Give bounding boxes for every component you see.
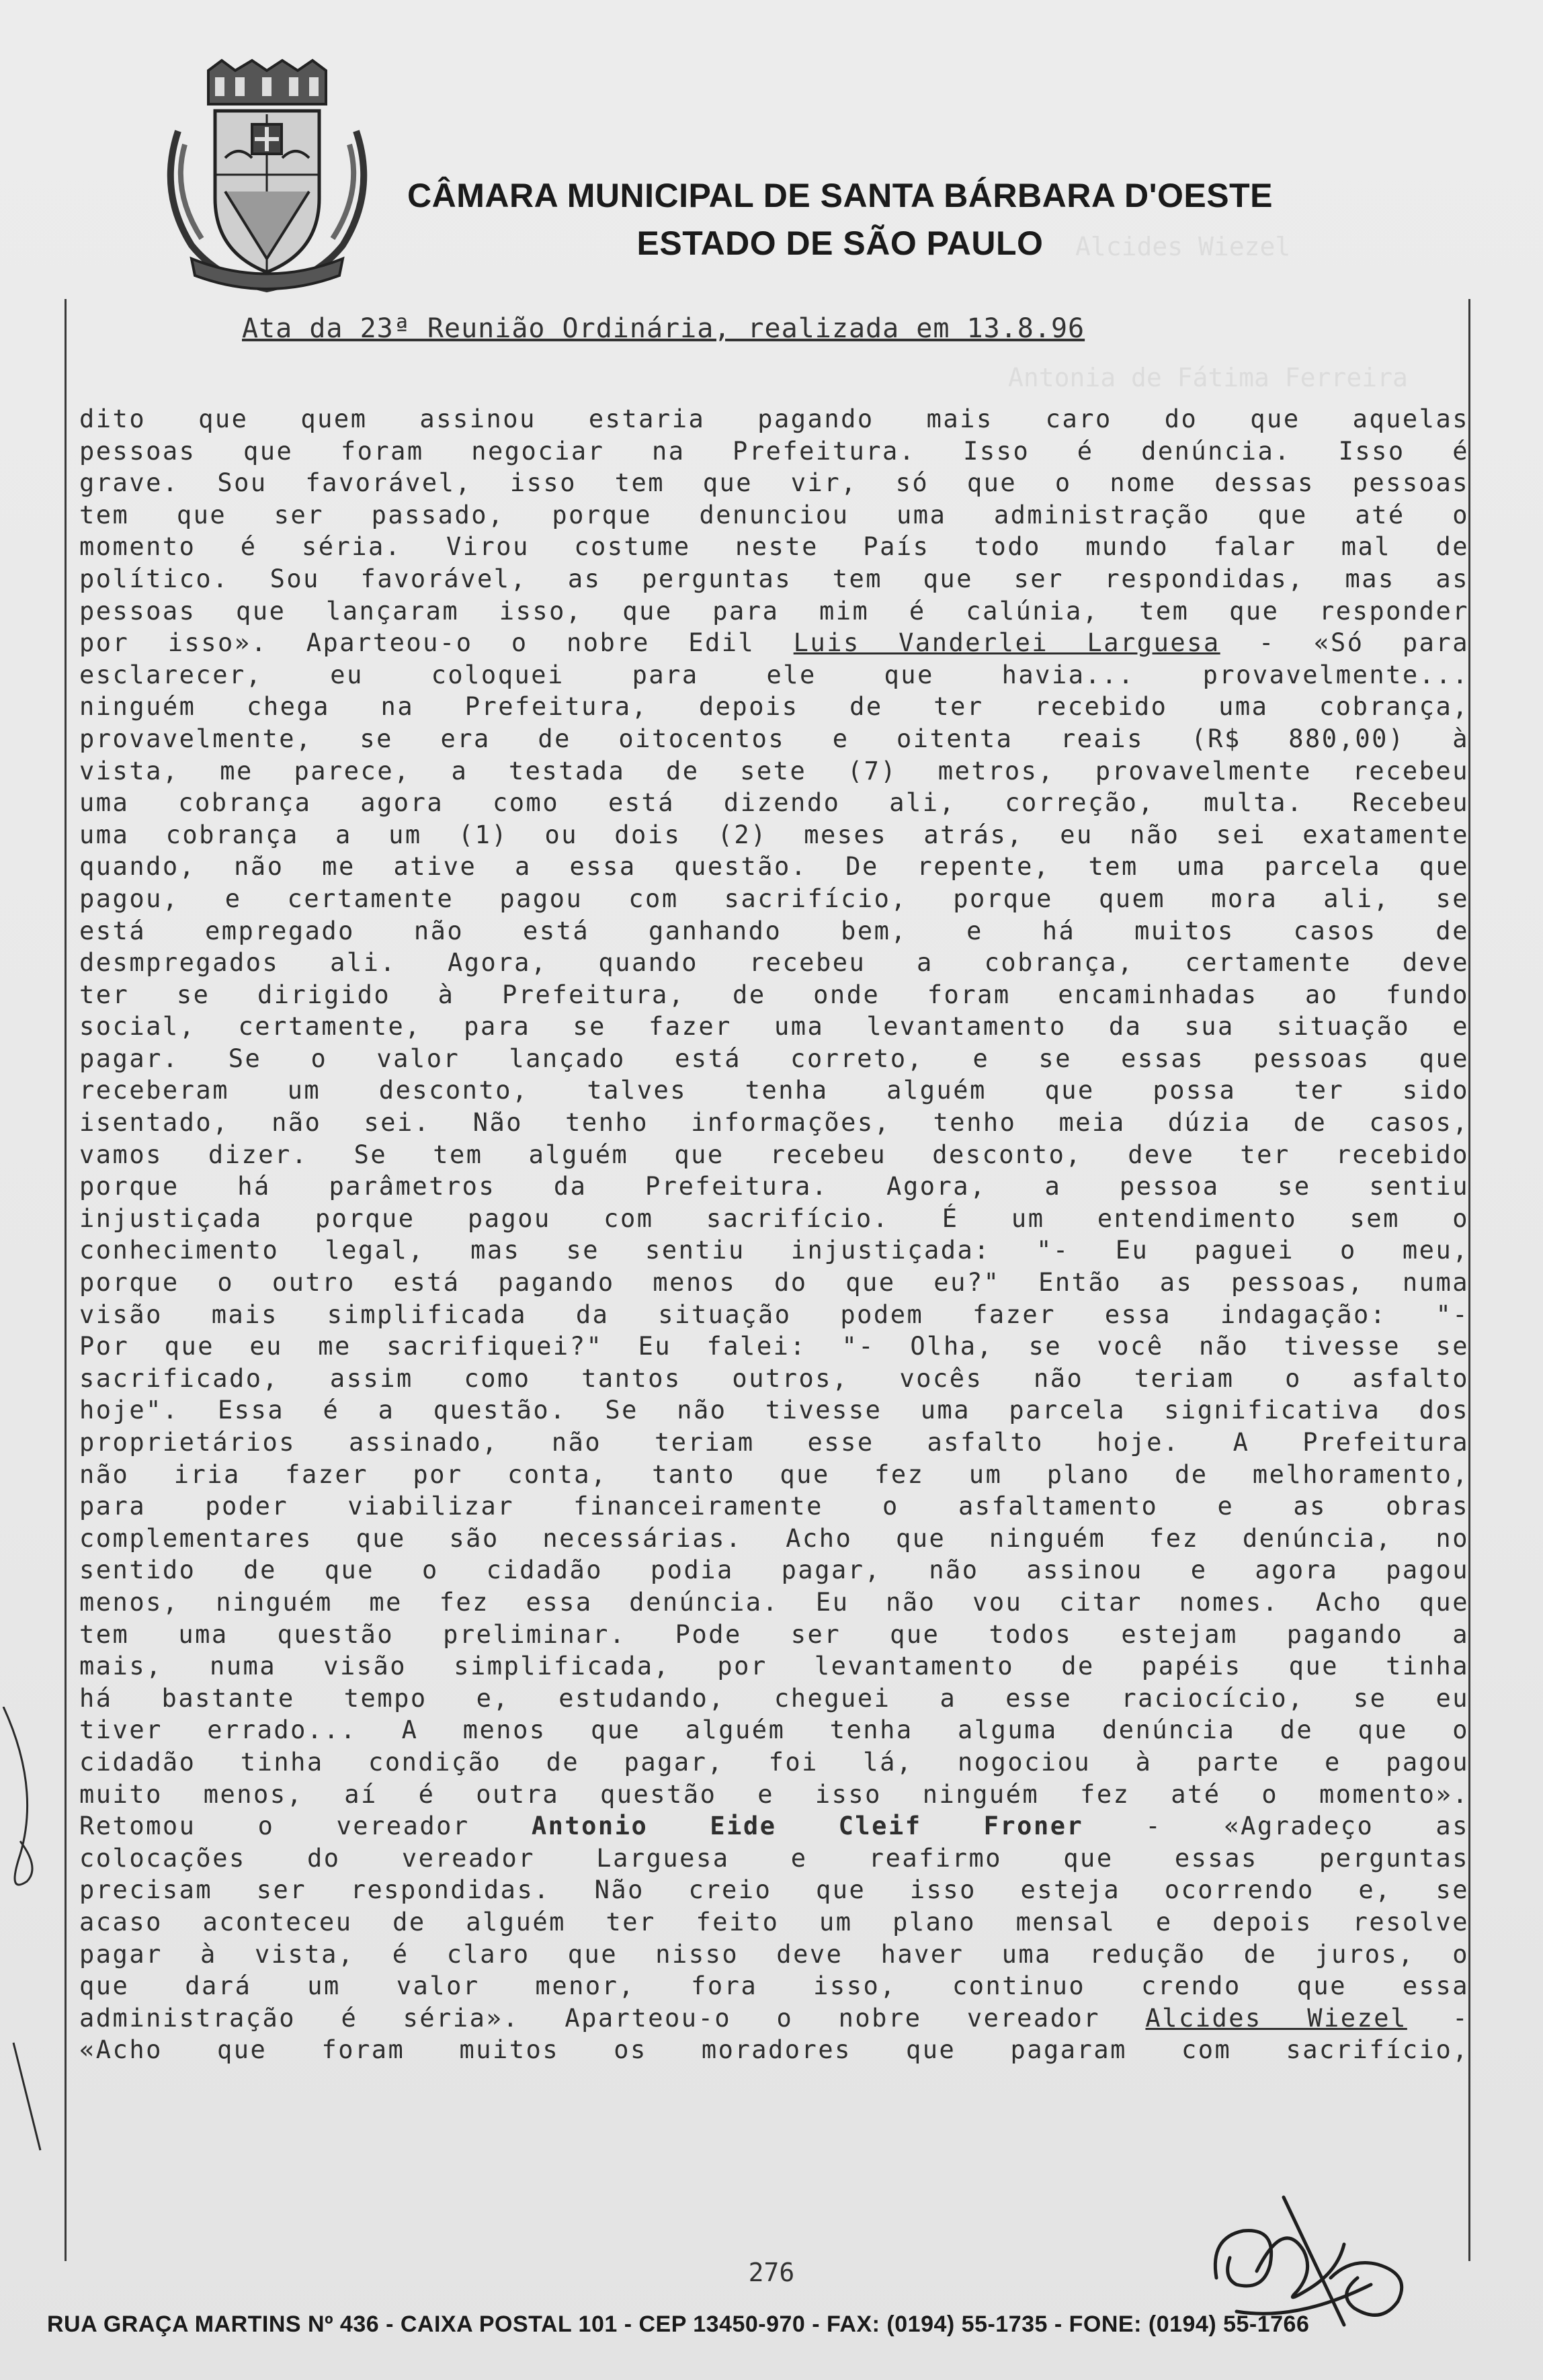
body-line: por isso». Aparteou-o o nobre Edil Luis Vanderlei Larguesa - «Só para	[79, 628, 1469, 658]
body-line: que dará um valor menor, fora isso, continuo crendo que essa	[79, 1971, 1469, 2001]
body-line: tem que ser passado, porque denunciou uma administração que até o	[79, 500, 1469, 529]
body-line: esclarecer, eu coloquei para ele que havia... provavelmente...	[79, 660, 1469, 689]
body-line: injustiçada porque pagou com sacrifício. É um entendimento sem o	[79, 1203, 1469, 1233]
body-line: tiver errado... A menos que alguém tenha alguma denúncia de que o	[79, 1715, 1469, 1745]
body-line: colocações do vereador Larguesa e reafirmo que essas perguntas	[79, 1843, 1469, 1873]
body-line: complementares que são necessárias. Acho que ninguém fez denúncia, no	[79, 1523, 1469, 1553]
body-line: receberam um desconto, talves tenha alguém que possa ter sido	[79, 1076, 1469, 1105]
body-line: porque o outro está pagando menos do que eu?" Então as pessoas, numa	[79, 1268, 1469, 1298]
body-line: acaso aconteceu de alguém ter feito um plano mensal e depois resolve	[79, 1907, 1469, 1937]
handwritten-signature	[1196, 2177, 1425, 2332]
body-line: tem uma questão preliminar. Pode ser que todos estejam pagando a	[79, 1619, 1469, 1649]
body-line: para poder viabilizar financeiramente o asfaltamento e as obras	[79, 1492, 1469, 1521]
body-line: uma cobrança agora como está dizendo ali, correção, multa. Recebeu	[79, 788, 1469, 818]
underlined-name: Luis Vanderlei Larguesa	[793, 628, 1220, 658]
left-margin-rule	[65, 299, 67, 2261]
municipal-crest-logo	[151, 57, 383, 299]
body-line: pessoas que foram negociar na Prefeitura. Isso é denúncia. Isso é	[79, 436, 1469, 466]
body-line: grave. Sou favorável, isso tem que vir, só que o nome dessas pessoas	[79, 468, 1469, 498]
state-name-heading: ESTADO DE SÃO PAULO	[636, 224, 1044, 262]
body-line: quando, não me ative a essa questão. De repente, tem uma parcela que	[79, 852, 1469, 882]
body-line: momento é séria. Virou costume neste País todo mundo falar mal de	[79, 532, 1469, 562]
bold-name: Antonio Eide Cleif Froner	[531, 1812, 1084, 1841]
body-line: pagar. Se o valor lançado está correto, e se essas pessoas que	[79, 1044, 1469, 1073]
body-line: Retomou o vereador Antonio Eide Cleif Froner - «Agradeço as	[79, 1812, 1469, 1841]
body-line: pessoas que lançaram isso, que para mim é calúnia, tem que responder	[79, 596, 1469, 626]
body-line: proprietários assinado, não teriam esse asfalto hoje. A Prefeitura	[79, 1428, 1469, 1457]
body-line: ter se dirigido à Prefeitura, de onde foram encaminhadas ao fundo	[79, 980, 1469, 1009]
body-line: precisam ser respondidas. Não creio que isso esteja ocorrendo e, se	[79, 1875, 1469, 1905]
body-line: provavelmente, se era de oitocentos e oitenta reais (R$ 880,00) à	[79, 724, 1469, 753]
crest-shield-icon	[171, 60, 364, 289]
body-line: está empregado não está ganhando bem, e há muitos casos de	[79, 916, 1469, 945]
body-line: porque há parâmetros da Prefeitura. Agora, a pessoa se sentiu	[79, 1172, 1469, 1201]
body-line: «Acho que foram muitos os moradores que pagaram com sacrifício,	[79, 2035, 1469, 2065]
body-line: não iria fazer por conta, tanto que fez um plano de melhoramento,	[79, 1459, 1469, 1489]
body-line: sacrificado, assim como tantos outros, vocês não teriam o asfalto	[79, 1363, 1469, 1393]
body-line: conhecimento legal, mas se sentiu injustiçada: "- Eu paguei o meu,	[79, 1236, 1469, 1265]
chamber-name-heading: CÂMARA MUNICIPAL DE SANTA BÁRBARA D'OESTE	[407, 177, 1273, 214]
body-line: político. Sou favorável, as perguntas tem que ser respondidas, mas as	[79, 564, 1469, 593]
body-line: ninguém chega na Prefeitura, depois de ter recebido uma cobrança,	[79, 692, 1469, 722]
underlined-name: Alcides Wiezel	[1145, 2003, 1407, 2033]
minutes-body-text	[79, 403, 1469, 2066]
body-line: pagar à vista, é claro que nisso deve haver uma redução de juros, o	[79, 1939, 1469, 1969]
body-line: desmpregados ali. Agora, quando recebeu a cobrança, certamente deve	[79, 948, 1469, 978]
body-line: isentado, não sei. Não tenho informações, tenho meia dúzia de casos,	[79, 1108, 1469, 1138]
bleed-through-text: Alcides Wiezel	[1075, 232, 1291, 261]
bleed-through-text: Antonia de Fátima Ferreira	[1008, 363, 1408, 392]
address-footer: RUA GRAÇA MARTINS Nº 436 - CAIXA POSTAL 101 - CEP 13450-970 - FAX: (0194) 55-1735 - FONE: (0194) 55-1766	[47, 2311, 1310, 2337]
body-line: uma cobrança a um (1) ou dois (2) meses atrás, eu não sei exatamente	[79, 820, 1469, 849]
body-line: muito menos, aí é outra questão e isso ninguém fez até o momento».	[79, 1779, 1469, 1809]
body-line: Por que eu me sacrifiquei?" Eu falei: "- Olha, se você não tivesse se	[79, 1332, 1469, 1361]
body-line: há bastante tempo e, estudando, cheguei a esse raciocício, se eu	[79, 1683, 1469, 1713]
body-line: vista, me parece, a testada de sete (7) metros, provavelmente recebeu	[79, 756, 1469, 785]
body-line: sentido de que o cidadão podia pagar, não assinou e agora pagou	[79, 1556, 1469, 1585]
body-line: dito que quem assinou estaria pagando mais caro do que aquelas	[79, 405, 1469, 433]
body-line: vamos dizer. Se tem alguém que recebeu desconto, deve ter recebido	[79, 1140, 1469, 1169]
body-line: visão mais simplificada da situação podem fazer essa indagação: "-	[79, 1300, 1469, 1329]
body-line: social, certamente, para se fazer uma levantamento da sua situação e	[79, 1012, 1469, 1042]
minutes-title: Ata da 23ª Reunião Ordinária, realizada em 13.8.96	[242, 313, 1085, 344]
body-line: hoje". Essa é a questão. Se não tivesse uma parcela significativa dos	[79, 1396, 1469, 1425]
body-line: cidadão tinha condição de pagar, foi lá, nogociou à parte e pagou	[79, 1747, 1469, 1777]
body-line: mais, numa visão simplificada, por levantamento de papéis que tinha	[79, 1652, 1469, 1681]
body-line: pagou, e certamente pagou com sacrifício, porque quem mora ali, se	[79, 884, 1469, 913]
body-line: administração é séria». Aparteou-o o nobre vereador Alcides Wiezel -	[79, 2003, 1469, 2033]
margin-signature-mark	[0, 1707, 47, 2164]
body-line: menos, ninguém me fez essa denúncia. Eu não vou citar nomes. Acho que	[79, 1587, 1469, 1617]
page-number: 276	[748, 2258, 795, 2287]
